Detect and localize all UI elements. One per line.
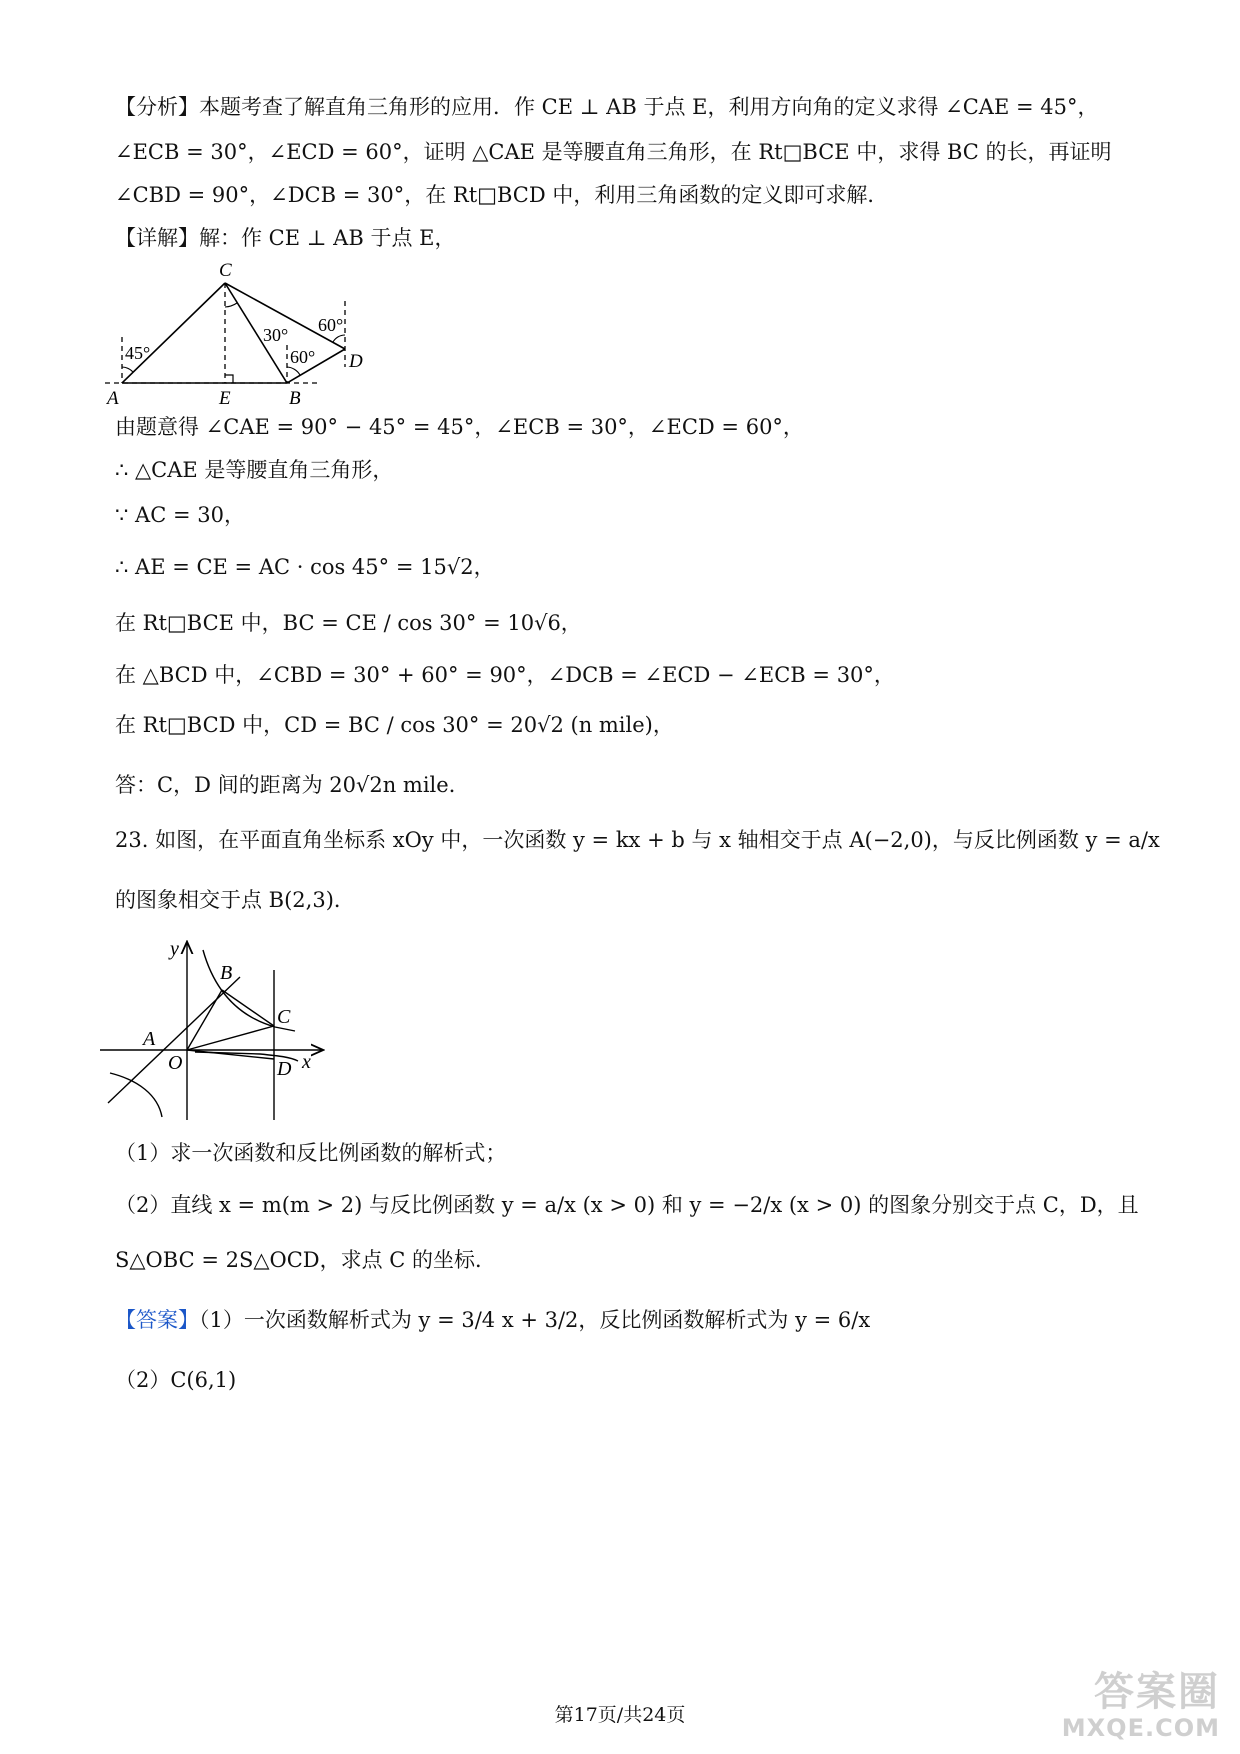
label-a: A xyxy=(107,388,119,409)
detail-line-7: 在 △BCD 中，∠CBD = 30° + 60° = 90°，∠DCB = ∠ECD − ∠ECB = 30°， xyxy=(115,663,895,687)
arc-45 xyxy=(122,367,133,372)
detail-line-2: 由题意得 ∠CAE = 90° − 45° = 45°，∠ECB = 30°，∠ECD = 60°， xyxy=(115,415,804,439)
question-23-line-2: 的图象相交于点 B(2,3)． xyxy=(115,888,355,912)
label-y: y xyxy=(170,938,179,960)
label-d: D xyxy=(277,1058,292,1080)
arc-60-top xyxy=(333,335,345,342)
analysis-line-3: ∠CBD = 90°，∠DCB = 30°，在 Rt□BCD 中，利用三角函数的定义即可求解． xyxy=(115,183,889,207)
hyperbola-third-quadrant xyxy=(110,1073,162,1117)
question-part-2-line-1: （2）直线 x = m(m > 2) 与反比例函数 y = a/x (x > 0) 和 y = −2/x (x > 0) 的图象分别交于点 C，D，且 xyxy=(115,1193,1139,1217)
question-part-1: （1）求一次函数和反比例函数的解析式； xyxy=(115,1141,507,1165)
segment-ob xyxy=(187,990,222,1050)
label-a: A xyxy=(143,1028,156,1050)
label-d: D xyxy=(349,351,363,372)
label-o: O xyxy=(168,1052,183,1074)
detail-line-8: 在 Rt□BCD 中，CD = BC / cos 30° = 20√2 (n mile)， xyxy=(115,713,674,737)
analysis-line-2: ∠ECB = 30°，∠ECD = 60°，证明 △CAE 是等腰直角三角形，在 Rt□BCE 中，求得 BC 的长，再证明 xyxy=(115,140,1112,164)
label-c: C xyxy=(219,260,232,281)
arc-30 xyxy=(225,303,237,307)
right-angle-mark xyxy=(225,375,233,383)
label-e: E xyxy=(219,388,231,409)
line-ab xyxy=(108,977,240,1103)
watermark-cn: 答案圈 xyxy=(1094,1669,1220,1715)
page-footer: 第17页/共24页 xyxy=(554,1704,686,1726)
label-b: B xyxy=(289,388,301,409)
angle-45: 45° xyxy=(125,343,151,363)
answer-line-2: （2）C(6,1) xyxy=(115,1368,237,1392)
watermark-logo xyxy=(1010,1670,1220,1748)
question-23-line-1: 23. 如图，在平面直角坐标系 xOy 中，一次函数 y = kx + b 与 x 轴相交于点 A(−2,0)，与反比例函数 y = a/x xyxy=(115,828,1160,852)
detail-line-3: ∴ △CAE 是等腰直角三角形， xyxy=(115,458,394,482)
arc-60-bottom xyxy=(287,367,300,375)
label-x: x xyxy=(302,1051,311,1073)
label-c: C xyxy=(277,1006,291,1028)
detail-line-4: ∵ AC = 30， xyxy=(115,503,245,527)
segment-oc xyxy=(187,1026,274,1050)
angle-60-bottom: 60° xyxy=(290,347,316,367)
answer-tag: 【答案】 xyxy=(115,1308,199,1332)
detail-line-6: 在 Rt□BCE 中，BC = CE / cos 30° = 10√6， xyxy=(115,611,582,635)
angle-30: 30° xyxy=(263,325,289,345)
side-ac xyxy=(122,283,225,383)
question-part-2-line-2: S△OBC = 2S△OCD，求点 C 的坐标． xyxy=(115,1248,497,1272)
final-answer-line: 答：C，D 间的距离为 20√2n mile． xyxy=(115,773,470,797)
segment-bc xyxy=(222,990,274,1026)
figure-coordinate-plane xyxy=(100,935,340,1125)
analysis-line-1: 【分析】本题考查了解直角三角形的应用．作 CE ⊥ AB 于点 E，利用方向角的定义求得 ∠CAE = 45°， xyxy=(115,95,1099,119)
detail-line-5: ∴ AE = CE = AC · cos 45° = 15√2， xyxy=(115,555,495,579)
angle-60-top: 60° xyxy=(318,315,344,335)
watermark-en: MXQE.COM xyxy=(1061,1714,1220,1742)
answer-part-1: （1）一次函数解析式为 y = 3/4 x + 3/2，反比例函数解析式为 y = 6/x xyxy=(199,1308,871,1332)
answer-line-1 xyxy=(115,1305,1140,1335)
label-b: B xyxy=(220,962,233,984)
detail-line-1: 【详解】解：作 CE ⊥ AB 于点 E， xyxy=(115,226,456,250)
